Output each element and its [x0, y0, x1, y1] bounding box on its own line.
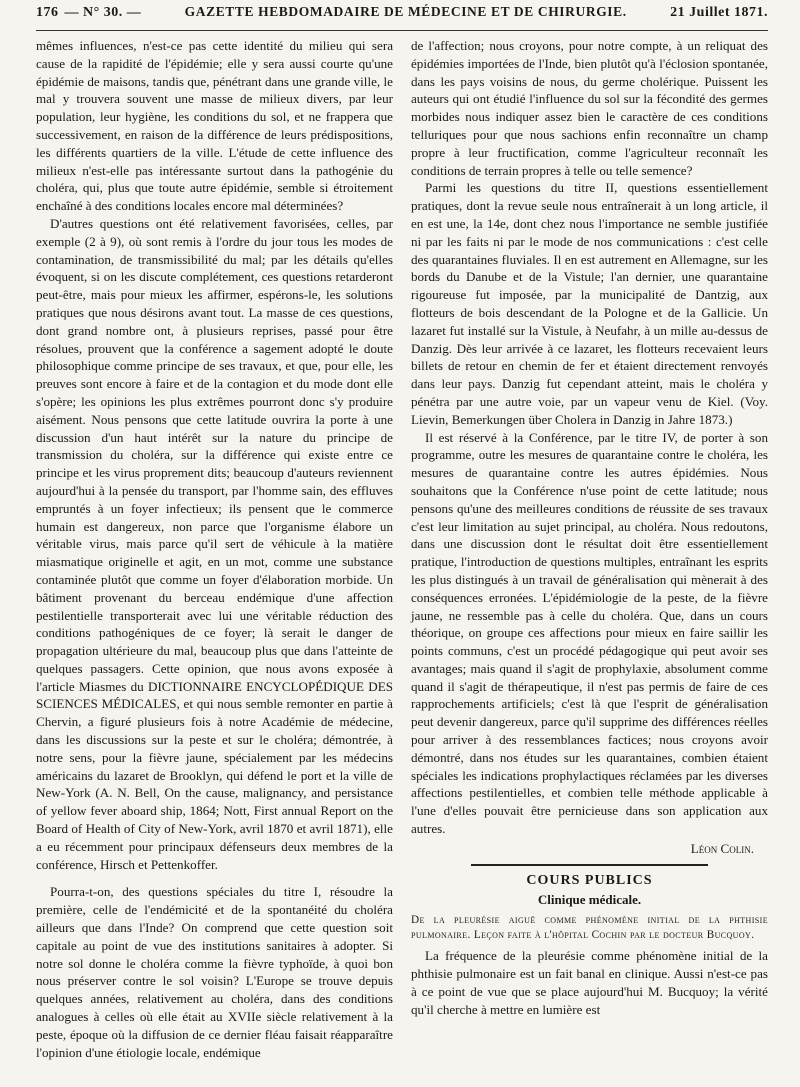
subsection-title: Clinique médicale. [537, 892, 642, 908]
text-columns [36, 37, 768, 1061]
page-number: 176 [36, 5, 59, 20]
paragraph: La fréquence de la pleurésie comme phénomène initial de la phthisie pulmonaire est un fait banal en clinique. Aussi n'est-ce pas à ce point de vue que se place aujourd'hui M. Bucquoy; la vérité qu'il cherche à mettre en lumière est [411, 948, 768, 1017]
page-header [36, 4, 768, 31]
paragraph: Pourra-t-on, des questions spéciales du titre I, résoudre la première, celle de l'endémicité et de la spontanéité du choléra ailleurs que dans l'Inde? On comprend que cette question soit capitale au point de vue des institutions sanitaires à adopter. Si notre sol donne le choléra comme la fièvre typhoïde, à quoi bon nous préserver contre le sol voisin? L'Europe se trouve depuis quelques années, relativement au choléra, dans des conditions analogues à celles où elle était au XVIIe siècle relativement à la peste, époque où la diffusion de ce dernier fléau faisait réapparaître l'opinion d'une étiologie locale, endémique [36, 884, 393, 1060]
paragraph: Il est réservé à la Conférence, par le titre IV, de porter à son programme, outre les mesures de quarantaine contre le choléra, les mesures de quarantaine contre les autres épidémies. Nous souhaitons que la Conférence n'use point de cette latitude; nous pensons qu'une des meilleures conditions de réussite de ses travaux c'est leur limitation au sujet principal, au choléra. Nous redoutons, dans une discussion dont le résultat doit être essentiellement pratique, l'introduction de questions multiples, entraînant les esprits les plus distingués à un travail de généralisation qui mènerait à des conséquences erronées. L'épidémiologie de la peste, de la fièvre jaune, ne ressemble pas à celle du choléra. Que, dans un cours théorique, on groupe ces affections pour mieux en faire saillir les points communs, c'est un procédé pédagogique qui peut avoir ses avantages; mais quand il s'agit de prophylaxie, absolument comme quand il s'agit de thérapeutique, il n'est pas permis de faire de ces rapprochements artificiels; c'est là que l'esprit de généralisation peut devenir dangereux, parce qu'il supprime des différences réelles pour arriver à des ressemblances factices; nous croyons avoir démontré, dans nos études sur les quarantaines, combien étaient spéciales les indications prophylactiques réclamées par les diverses affections pestilentielles, et combien telle méthode applicable à l'une d'elles pouvait être pernicieuse dans son application aux autres. [411, 429, 768, 837]
paragraph: mêmes influences, n'est-ce pas cette identité du milieu qui sera cause de la rapidité de l'épidémie; elle y sera aussi courte qu'une épidémie de maisons, tandis que, pénétrant dans une grande ville, le mal y trouvera souvent une masse de milieux divers, par leur population, leur hygiène, les conditions du sol, et ne frappera que successivement, en raison de la différence de leurs prédispositions, les différents quartiers de la ville. L'étude de cette influence des milieux n'est-elle pas intéressante surtout dans la pathogénie du choléra, qui, plus que toute autre épidémie, semble si étroitement enchaîné à des conditions locales encore mal déterminées? [36, 38, 393, 214]
left-column [36, 37, 393, 1061]
paragraph: D'autres questions ont été relativement favorisées, celles, par exemple (2 à 9), où sont remis à l'ordre du jour tous les modes de contamination, de transmissibilité du mal; par les détails qu'elles évoquent, si on les discute complétement, ces questions retarderont peut-être, mais pour mieux les affirmer, espérons-le, les solutions pratiques que nous désirons avant tout. La masse de ces questions, dont grand nombre ont, à plusieurs reprises, passé pour être résolues, prouvent que la conférence a sagement adopté le doute philosophique comme principe de ses travaux, et que, pour elle, les preuves sont encore à faire et de la contagion et du mode dont elle s'opère; les opinions les plus extrêmes pourront donc s'y produire aisément. Nous pensons que cette latitude ouvrira la porte à une discussion d'un haut intérêt sur la nature du principe de transmission du choléra, sur la différence qui existe entre ce principe et les virus proprement dits; beaucoup d'auteurs reviennent aujourd'hui à la pensée du transport, par l'homme sain, des effluves empruntés à un foyer infectieux; ils pensent que le commerce humain est dangereux, non parce que l'organisme élabore un véritable virus, mais parce qu'il sert de véhicule à la matière miasmatique originelle et agit, en un mot, comme une substance contaminée plutôt que comme un foyer d'élaboration morbide. Un bâtiment provenant du berceau endémique d'une affection pestilentielle transporterait avec lui une véritable réduction des conditions pathogéniques de ce foyer; là serait le danger de propagation ultérieure du mal, beaucoup plus que dans l'atteinte de quelques passagers. Cette opinion, que nous avons exposée à l'article Miasmes du DICTIONNAIRE ENCYCLOPÉDIQUE DES SCIENCES MÉDICALES, et qui nous semble remonter en partie à Chervin, a figuré plusieurs fois à notre Académie de médecine, dans les discussions sur la peste et sur le choléra; démontrée, à notre sens, pour la fièvre jaune, spécialement par les médecins américains du lazaret de Brooklyn, qui défend le port et la ville de New-York (A. N. Bell, On the cause, malignancy, and persistance of yellow fever aboard ship, 1864; Nott, First annual Report on the Board of Health of City of New-York, avril 1870 et avril 1871), elle a eu récemment pour principaux défenseurs deux membres de la conférence, Hirsch et Pettenkoffer. [36, 215, 393, 872]
paragraph: Parmi les questions du titre II, questions essentiellement pratiques, dont la revue seule nous entraînerait à un long article, il en est une, la 14e, dont chez nous l'importance ne semble justifiée ni par les faits ni par le mode de nos communications : c'est celle des quarantaines fluviales. Il en est autrement en Allemagne, sur les bords du Danube et de la Vistule; l'an dernier, une quarantaine rigoureuse fut imposée, par la municipalité de Dantzig, aux flotteurs de bois descendant de la Pologne et de la Gallicie. Un lazaret fut installé sur la Vistule, à Neufahr, à un mille au-dessus de Danzig. Dès leur arrivée à ce lazaret, les flotteurs recevaient leurs billets de retour en chemin de fer et étaient directement renvoyés dans leur pays. Danzig fut cependant atteint, mais le choléra y pénétra par une autre voie, par un vapeur venu de Kiel. (Voy. Lievin, Bemerkungen über Cholera in Danzig in Jahre 1873.) [411, 180, 768, 427]
issue-number: — N° 30. — [64, 5, 142, 20]
header-left [36, 5, 141, 21]
right-column [411, 37, 768, 1061]
author-signature: Léon Colin. [690, 840, 754, 856]
paragraph: de l'affection; nous croyons, pour notre compte, à un reliquat des épidémies importées de l'Inde, bien plutôt qu'à l'éclosion spontanée, dans les pays voisins de nous, du germe cholérique. Puissent les auteurs qui ont étudié l'influence du sol sur la fécondité des germes morbides nous indiquer assez bien le caractère de ces conditions telluriques pour que nous sachions enfin reconnaître un champ propre à leur fructification, comme l'agriculteur reconnaît les conditions de terrain propres à telle ou telle semence? [411, 38, 768, 178]
section-divider [471, 864, 708, 866]
section-title: COURS PUBLICS [526, 872, 653, 888]
lesson-heading [411, 913, 768, 943]
journal-title: GAZETTE HEBDOMADAIRE DE MÉDECINE ET DE CHIRURGIE. [184, 4, 627, 19]
issue-date: 21 Juillet 1871. [670, 5, 768, 20]
lesson-heading-text: De la pleurésie aiguë comme phénomène initial de la phthisie pulmonaire. Leçon faite à l'hôpital Cochin par le docteur Bucquoy. [411, 914, 768, 942]
